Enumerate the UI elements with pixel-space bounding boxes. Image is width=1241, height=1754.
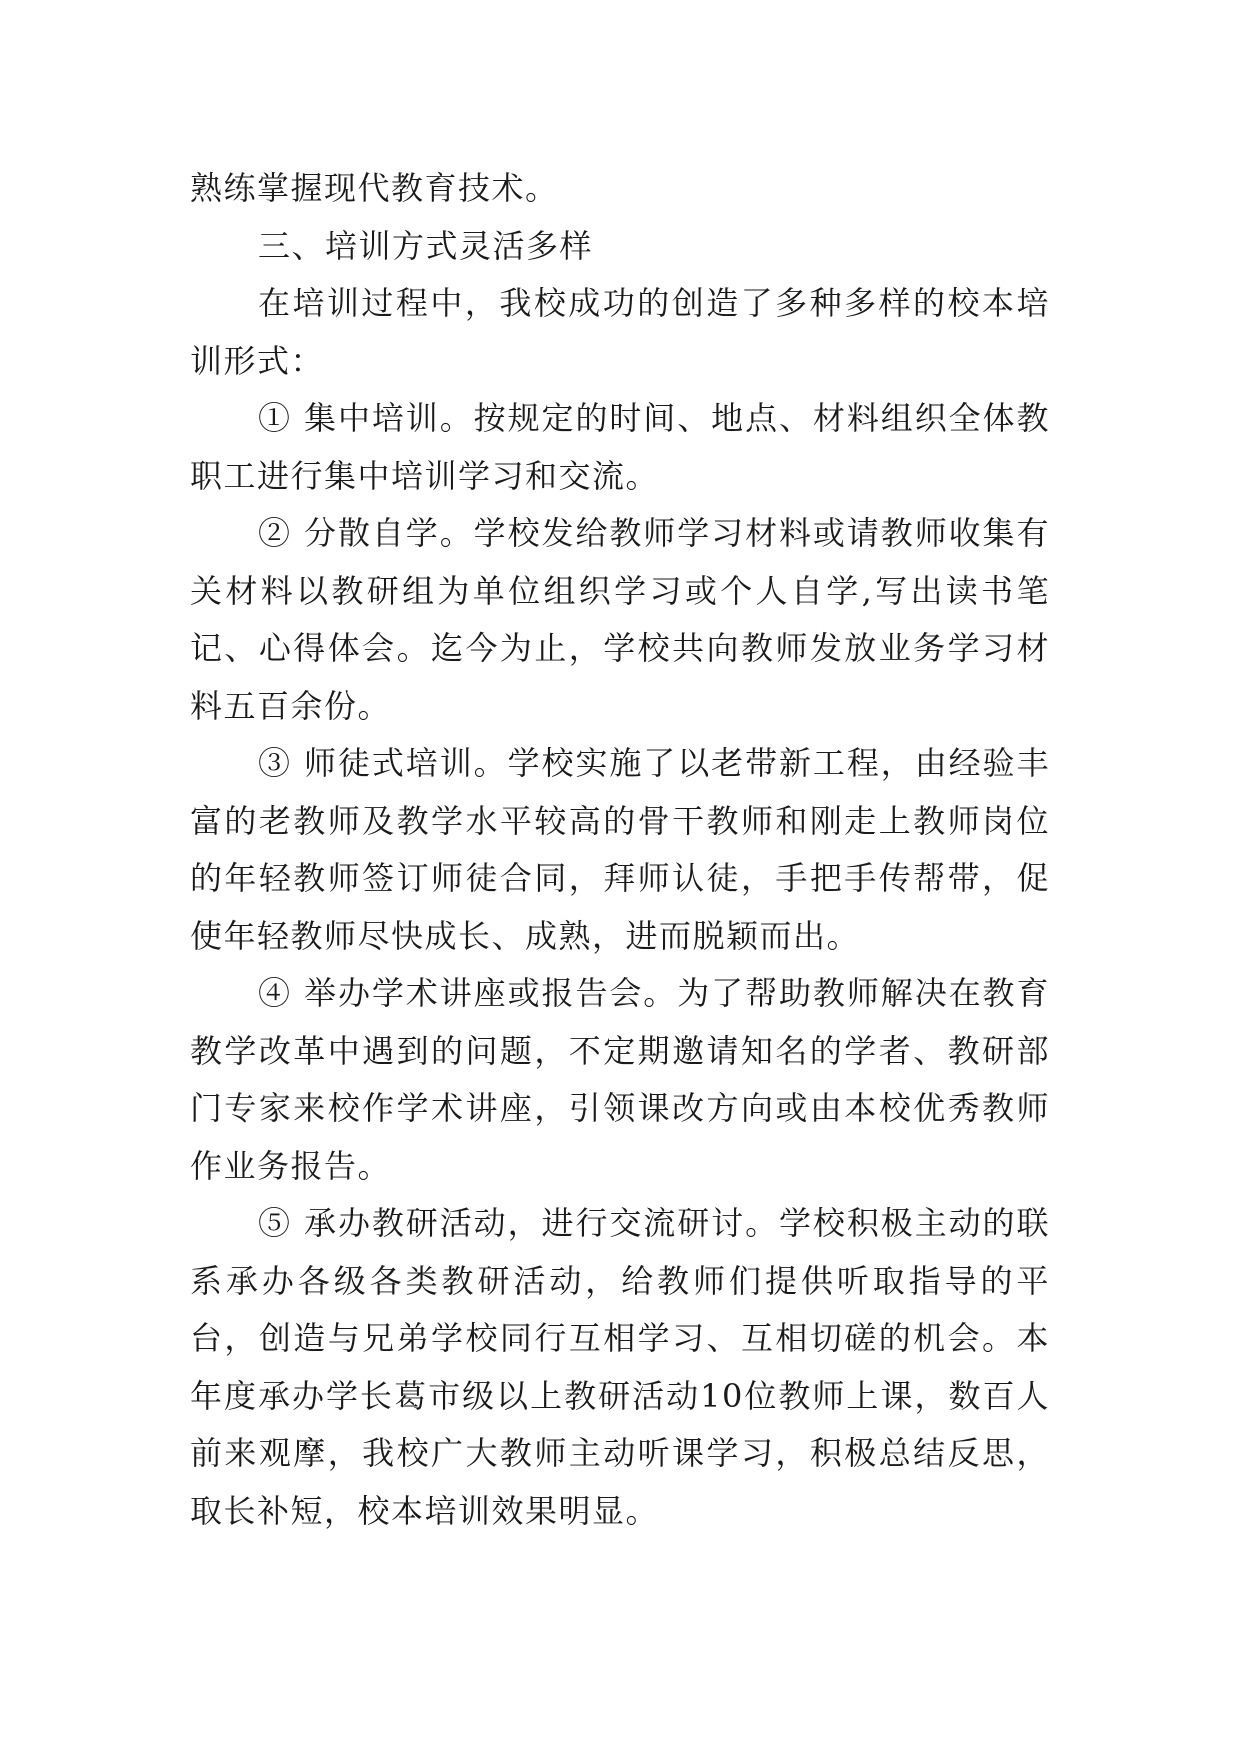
- paragraph-intro-ending: 熟练掌握现代教育技术。: [190, 169, 559, 207]
- paragraph-item-1: ① 集中培训。按规定的时间、地点、材料组织全体教职工进行集中培训学习和交流。: [190, 399, 1050, 495]
- document-page: [190, 160, 1050, 1540]
- paragraph-training-forms: 在培训过程中，我校成功的创造了多种多样的校本培训形式：: [190, 284, 1050, 380]
- paragraph-item-5: ⑤ 承办教研活动，进行交流研讨。学校积极主动的联系承办各级各类教研活动，给教师们提供听取指导的平台，创造与兄弟学校同行互相学习、互相切磋的机会。本年度承办学长葛市级以上教研活动10位教师上课，数百人前来观摩，我校广大教师主动听课学习，积极总结反思，取长补短，校本培训效果明显。: [190, 1204, 1050, 1530]
- paragraph-item-3: ③ 师徒式培训。学校实施了以老带新工程，由经验丰富的老教师及教学水平较高的骨干教师和刚走上教师岗位的年轻教师签订师徒合同，拜师认徒，手把手传帮带，促使年轻教师尽快成长、成熟，进而脱颖而出。: [190, 744, 1050, 955]
- section-heading: 三、培训方式灵活多样: [258, 226, 594, 265]
- paragraph-item-2: ② 分散自学。学校发给教师学习材料或请教师收集有关材料以教研组为单位组织学习或个人自学,写出读书笔记、心得体会。迄今为止，学校共向教师发放业务学习材料五百余份。: [190, 514, 1050, 725]
- paragraph-item-4: ④ 举办学术讲座或报告会。为了帮助教师解决在教育教学改革中遇到的问题，不定期邀请知名的学者、教研部门专家来校作学术讲座，引领课改方向或由本校优秀教师作业务报告。: [190, 974, 1050, 1185]
